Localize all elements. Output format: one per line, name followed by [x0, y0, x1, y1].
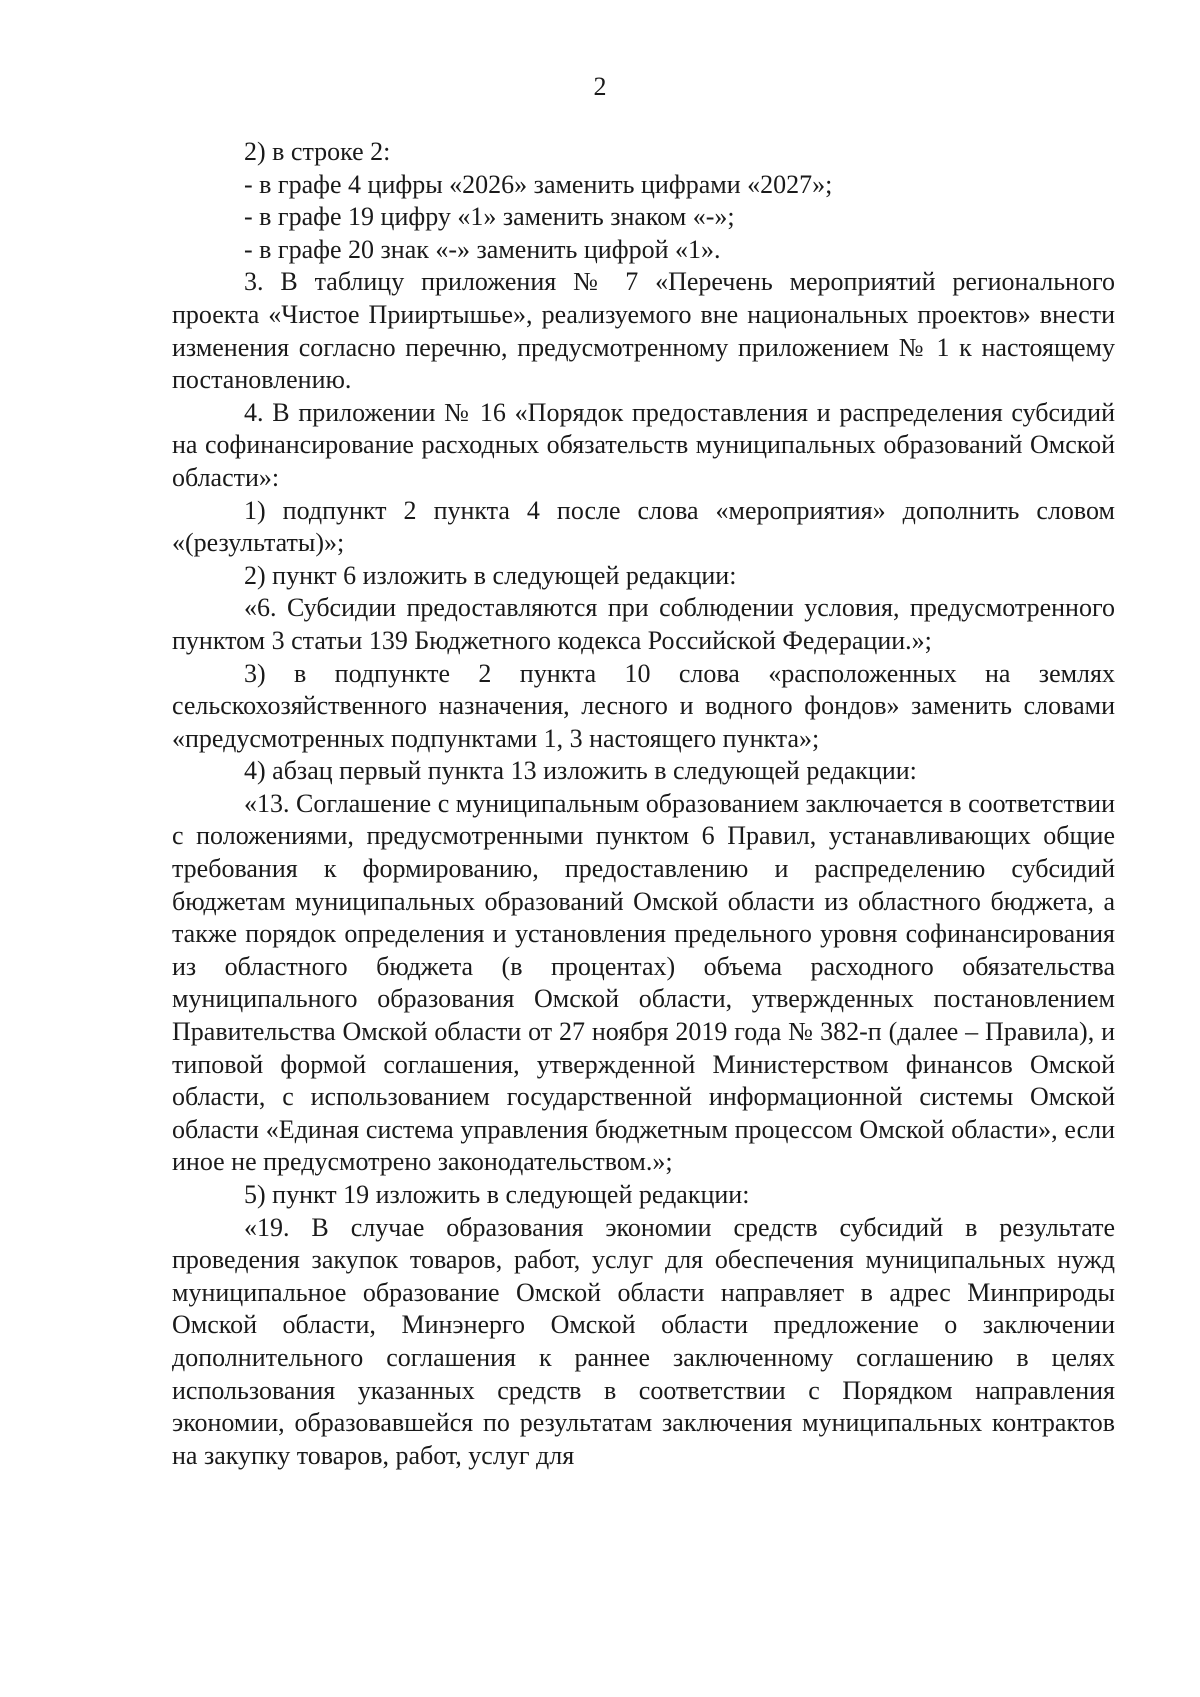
paragraph-column-20-change: - в графе 20 знак «-» заменить цифрой «1».: [244, 234, 721, 264]
paragraph-column-4-change: - в графе 4 цифры «2026» заменить цифрами «2027»;: [244, 169, 833, 199]
paragraph-clause-19: «19. В случае образования экономии средств субсидий в результате проведения закупок товаров, работ, услуг для обеспечения муниципальных нужд муниципальное образование Омской области направляет в адрес Минприроды Омской области, Минэнерго Омской области предложение о заключении дополнительного соглашения к раннее заключенному соглашению в целях использования указанных средств в соответствии с Порядком направления экономии, образовавшейся по результатам заключения муниципальных контрактов на закупку товаров, работ, услуг для: [172, 1212, 1115, 1470]
paragraph-subitem-3: 3) в подпункте 2 пункта 10 слова «расположенных на землях сельскохозяйственного назначения, лесного и водного фондов» заменить словами «предусмотренных подпунктами 1, 3 настоящего пункта»;: [172, 658, 1115, 753]
paragraph-item-3: 3. В таблицу приложения № 7 «Перечень мероприятий регионального проекта «Чистое Прииртышье», реализуемого вне национальных проектов» внести изменения согласно перечню, предусмотренному приложением № 1 к настоящему постановлению.: [172, 267, 1115, 395]
paragraph-item-4: 4. В приложении № 16 «Порядок предоставления и распределения субсидий на софинансирование расходных обязательств муниципальных образований Омской области»:: [172, 397, 1115, 492]
paragraph-column-19-change: - в графе 19 цифру «1» заменить знаком «-»;: [244, 202, 735, 232]
paragraph-subitem-2: 2) пункт 6 изложить в следующей редакции:: [244, 560, 737, 590]
paragraph-subitem-4: 4) абзац первый пункта 13 изложить в следующей редакции:: [244, 756, 917, 786]
paragraph-clause-6: «6. Субсидии предоставляются при соблюдении условия, предусмотренного пунктом 3 статьи 139 Бюджетного кодекса Российской Федерации.»;: [172, 593, 1115, 655]
paragraph-clause-13: «13. Соглашение с муниципальным образованием заключается в соответствии с положениями, предусмотренными пунктом 6 Правил, устанавливающих общие требования к формированию, предоставлению и распределению субсидий бюджетам муниципальных образований Омской области из областного бюджета, а также порядок определения и установления предельного уровня софинансирования из областного бюджета (в процентах) объема расходного обязательства муниципального образования Омской области, утвержденных постановлением Правительства Омской области от 27 ноября 2019 года № 382-п (далее – Правила), и типовой формой соглашения, утвержденной Министерством финансов Омской области, с использованием государственной информационной системы Омской области «Единая система управления бюджетным процессом Омской области», если иное не предусмотрено законодательством.»;: [172, 788, 1115, 1177]
document-body: [172, 136, 1115, 1472]
paragraph-subitem-1: 1) подпункт 2 пункта 4 после слова «мероприятия» дополнить словом «(результаты)»;: [172, 495, 1115, 558]
paragraph-subitem-5: 5) пункт 19 изложить в следующей редакции:: [244, 1180, 750, 1209]
page-number: 2: [593, 72, 607, 101]
paragraph-row-2-heading: 2) в строке 2:: [244, 137, 391, 166]
